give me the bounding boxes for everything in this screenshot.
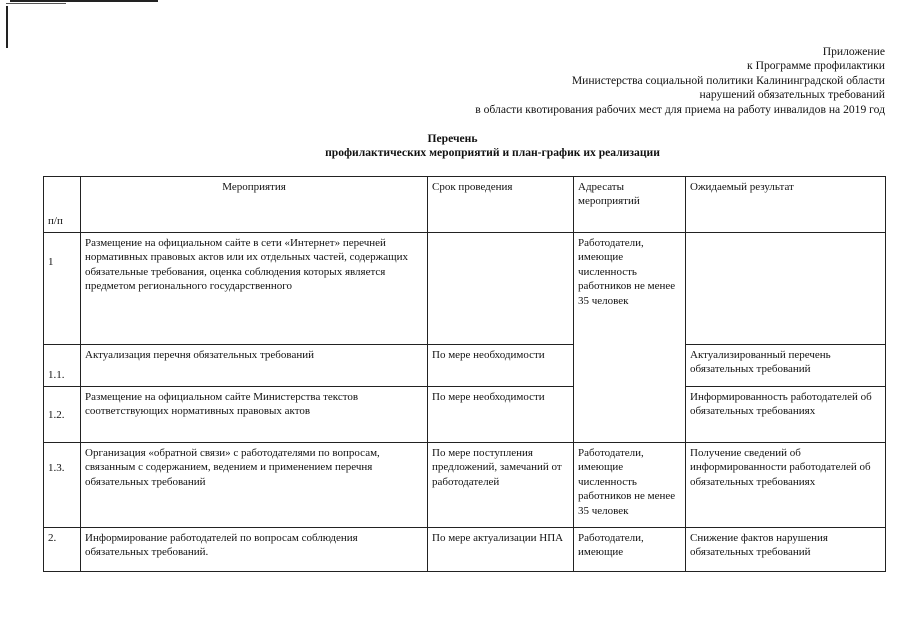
row-activity: Размещение на официальном сайте в сети «Интернет» перечней нормативных правовых актов или их отдельных частей, содержащих обязательные требования, оценка соблюдения которых является предметом регионального государственного bbox=[81, 233, 428, 345]
header-result: Ожидаемый результат bbox=[686, 177, 886, 233]
table-row bbox=[44, 387, 886, 443]
header-term: Срок проведения bbox=[428, 177, 574, 233]
scan-edge-mark bbox=[10, 0, 158, 2]
table-row bbox=[44, 345, 886, 387]
table-header-row bbox=[44, 177, 886, 233]
table-row bbox=[44, 233, 886, 345]
row-result: Снижение фактов нарушения обязательных требований bbox=[686, 528, 886, 572]
row-activity: Размещение на официальном сайте Министерства текстов соответствующих нормативных правовых актов bbox=[81, 387, 428, 443]
appendix-line: Министерства социальной политики Калининградской области bbox=[571, 73, 885, 87]
row-term: По мере необходимости bbox=[428, 345, 574, 387]
row-result: Актуализированный перечень обязательных требований bbox=[686, 345, 886, 387]
row-activity: Информирование работодателей по вопросам соблюдения обязательных требований. bbox=[81, 528, 428, 572]
row-num: 1.1. bbox=[44, 345, 81, 387]
appendix-line: в области квотирования рабочих мест для приема на работу инвалидов на 2019 год bbox=[475, 102, 885, 116]
activities-table bbox=[43, 176, 886, 572]
appendix-line: нарушений обязательных требований bbox=[699, 88, 885, 102]
table-row bbox=[44, 528, 886, 572]
row-term: По мере поступления предложений, замечаний от работодателей bbox=[428, 443, 574, 528]
row-result: Информированность работодателей об обязательных требованиях bbox=[686, 387, 886, 443]
row-addressees-merged bbox=[574, 345, 686, 443]
row-num: 1.3. bbox=[44, 443, 81, 528]
row-num: 1.2. bbox=[44, 387, 81, 443]
appendix-line: к Программе профилактики bbox=[747, 59, 885, 73]
appendix-line: Приложение bbox=[822, 45, 885, 58]
row-num: 2. bbox=[44, 528, 81, 572]
appendix-header bbox=[265, 45, 885, 117]
header-num: п/п bbox=[44, 177, 81, 233]
row-addressees: Работодатели, имеющие bbox=[574, 528, 686, 572]
row-activity: Актуализация перечня обязательных требований bbox=[81, 345, 428, 387]
row-addressees: Работодатели, имеющие численность работников не менее 35 человек bbox=[574, 443, 686, 528]
row-addressees: Работодатели, имеющие численность работников не менее 35 человек bbox=[574, 233, 686, 345]
row-activity: Организация «обратной связи» с работодателями по вопросам, связанным с содержанием, ведением и применением перечня обязательных требований bbox=[81, 443, 428, 528]
row-result bbox=[686, 233, 886, 345]
row-result: Получение сведений об информированности работодателей об обязательных требованиях bbox=[686, 443, 886, 528]
row-term: По мере необходимости bbox=[428, 387, 574, 443]
row-term: По мере актуализации НПА bbox=[428, 528, 574, 572]
header-addressees: Адресаты мероприятий bbox=[574, 177, 686, 233]
document-subtitle: профилактических мероприятий и план-график их реализации bbox=[325, 146, 660, 159]
scan-edge-mark bbox=[6, 3, 66, 4]
row-num: 1 bbox=[44, 233, 81, 345]
scan-edge-mark bbox=[6, 6, 8, 48]
table-row bbox=[44, 443, 886, 528]
header-activity: Мероприятия bbox=[81, 177, 428, 233]
row-term bbox=[428, 233, 574, 345]
document-title: Перечень bbox=[427, 132, 478, 145]
